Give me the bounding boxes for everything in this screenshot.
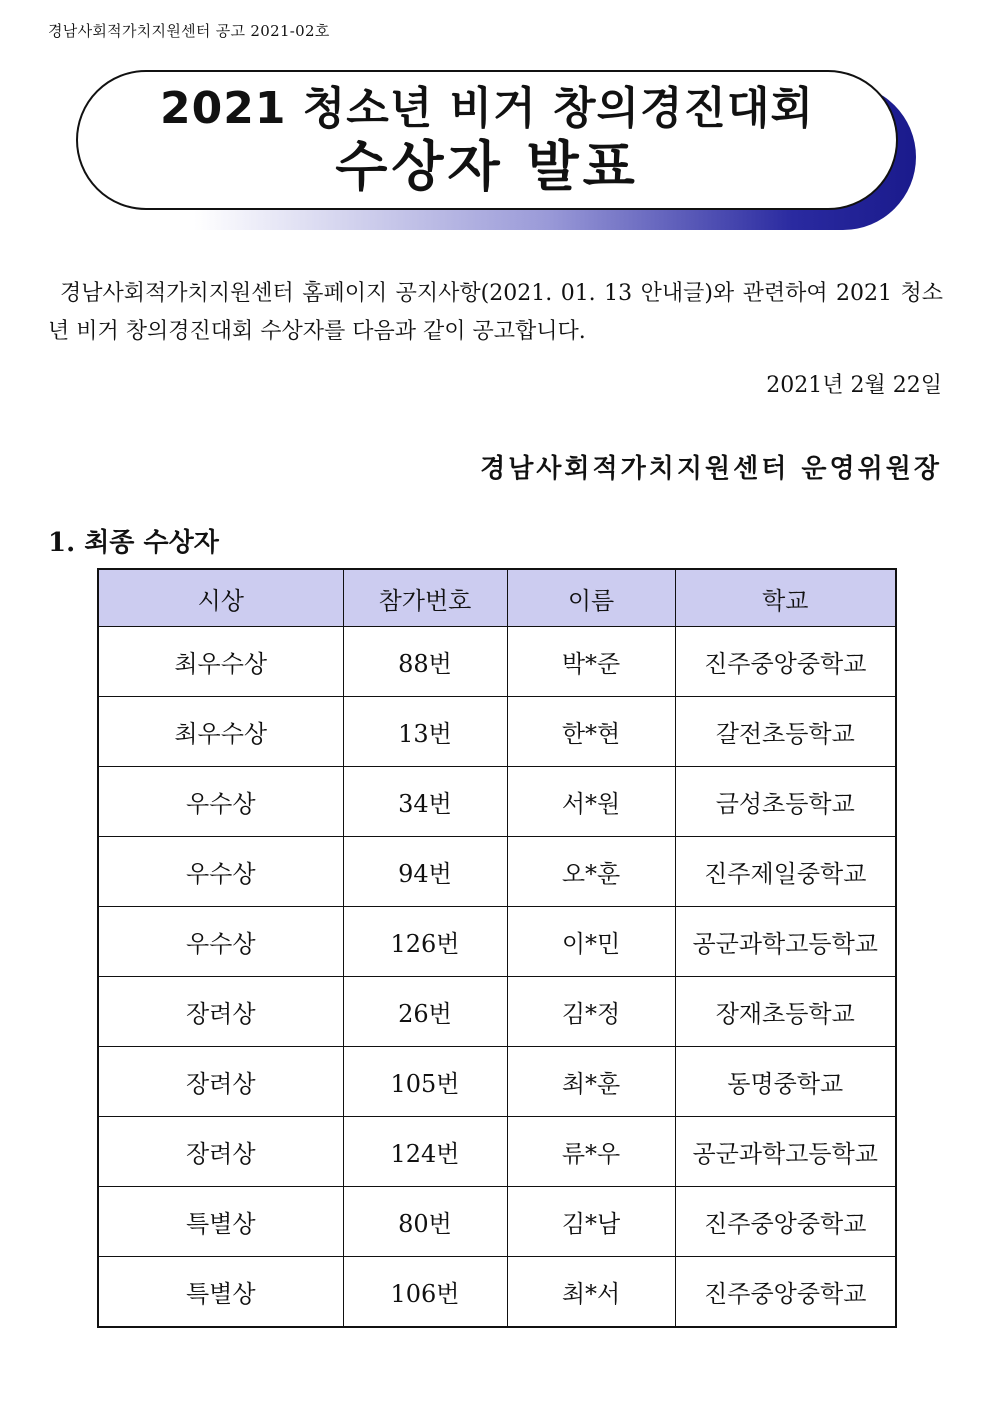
name-cell: 서*원 <box>507 767 675 837</box>
award-cell: 최우수상 <box>98 697 343 767</box>
table-row <box>98 1187 896 1257</box>
entry-number-cell: 80번 <box>343 1187 507 1257</box>
entry-number-cell: 34번 <box>343 767 507 837</box>
name-cell: 한*현 <box>507 697 675 767</box>
entry-number-cell: 88번 <box>343 627 507 697</box>
award-cell: 장려상 <box>98 1117 343 1187</box>
header-award: 시상 <box>98 569 343 627</box>
name-cell: 류*우 <box>507 1117 675 1187</box>
entry-number-cell: 26번 <box>343 977 507 1047</box>
school-cell: 갈전초등학교 <box>675 697 896 767</box>
banner-box <box>76 70 898 210</box>
award-cell: 최우수상 <box>98 627 343 697</box>
school-cell: 진주제일중학교 <box>675 837 896 907</box>
name-cell: 최*서 <box>507 1257 675 1328</box>
table-row <box>98 1117 896 1187</box>
school-cell: 공군과학고등학교 <box>675 907 896 977</box>
award-cell: 특별상 <box>98 1257 343 1328</box>
announcement-date: 2021년 2월 22일 <box>766 373 942 398</box>
entry-number-cell: 106번 <box>343 1257 507 1328</box>
name-cell: 최*훈 <box>507 1047 675 1117</box>
table-row <box>98 977 896 1047</box>
header-school: 학교 <box>675 569 896 627</box>
banner-title: 2021 청소년 비거 창의경진대회 <box>160 83 814 134</box>
name-cell: 이*민 <box>507 907 675 977</box>
banner-subtitle: 수상자 발표 <box>335 135 639 198</box>
entry-number-cell: 94번 <box>343 837 507 907</box>
header-name: 이름 <box>507 569 675 627</box>
award-cell: 우수상 <box>98 837 343 907</box>
school-cell: 진주중앙중학교 <box>675 1257 896 1328</box>
title-banner <box>76 70 918 232</box>
school-cell: 공군과학고등학교 <box>675 1117 896 1187</box>
entry-number-cell: 105번 <box>343 1047 507 1117</box>
table-row <box>98 767 896 837</box>
name-cell: 김*정 <box>507 977 675 1047</box>
intro-paragraph: 경남사회적가치지원센터 홈페이지 공지사항(2021. 01. 13 안내글)와 관련하여 2021 청소년 비거 창의경진대회 수상자를 다음과 같이 공고합니다. <box>48 281 943 344</box>
name-cell: 박*준 <box>507 627 675 697</box>
school-cell: 진주중앙중학교 <box>675 627 896 697</box>
entry-number-cell: 13번 <box>343 697 507 767</box>
section-heading: 1. 최종 수상자 <box>48 528 219 558</box>
award-cell: 장려상 <box>98 977 343 1047</box>
school-cell: 동명중학교 <box>675 1047 896 1117</box>
school-cell: 금성초등학교 <box>675 767 896 837</box>
award-cell: 장려상 <box>98 1047 343 1117</box>
entry-number-cell: 126번 <box>343 907 507 977</box>
award-cell: 우수상 <box>98 767 343 837</box>
table-header-row <box>98 569 896 627</box>
school-cell: 장재초등학교 <box>675 977 896 1047</box>
table-row <box>98 837 896 907</box>
table-row <box>98 697 896 767</box>
table-row <box>98 1257 896 1328</box>
table-row <box>98 907 896 977</box>
name-cell: 오*훈 <box>507 837 675 907</box>
table-row <box>98 627 896 697</box>
school-cell: 진주중앙중학교 <box>675 1187 896 1257</box>
header-entry-number: 참가번호 <box>343 569 507 627</box>
table-row <box>98 1047 896 1117</box>
winners-table <box>97 568 897 1328</box>
organization-signature: 경남사회적가치지원센터 운영위원장 <box>480 454 942 484</box>
award-cell: 특별상 <box>98 1187 343 1257</box>
award-cell: 우수상 <box>98 907 343 977</box>
name-cell: 김*남 <box>507 1187 675 1257</box>
entry-number-cell: 124번 <box>343 1117 507 1187</box>
document-number: 경남사회적가치지원센터 공고 2021-02호 <box>48 22 330 40</box>
